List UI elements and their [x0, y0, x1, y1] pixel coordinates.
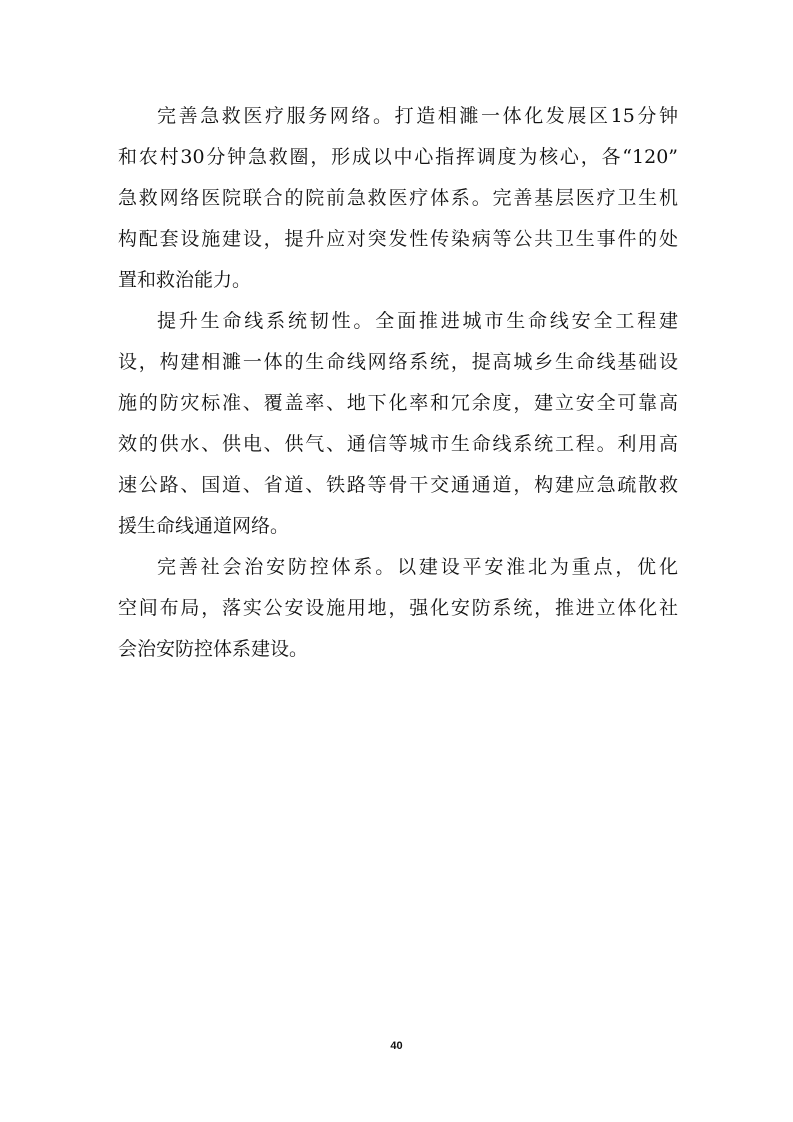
text-line: 效的供水、供电、供气、通信等城市生命线系统工程。利用高: [118, 433, 678, 455]
page-number: 40: [390, 1040, 403, 1052]
document-body: [118, 96, 678, 670]
line-text: 打造相濉一体化发展区15分钟: [394, 105, 678, 127]
text-line: 和农村30分钟急救圈，形成以中心指挥调度为核心，各“120”: [118, 146, 678, 168]
text-line: [118, 301, 678, 342]
text-line: [118, 96, 678, 137]
text-line: 施的防灾标准、覆盖率、地下化率和冗余度，建立安全可靠高: [118, 392, 678, 414]
text-line: [118, 547, 678, 588]
paragraph-lifeline-resilience: [118, 301, 678, 547]
text-line: 援生命线通道网络。: [118, 515, 290, 537]
text-line: 急救网络医院联合的院前急救医疗体系。完善基层医疗卫生机: [118, 187, 678, 209]
line-text: 以建设平安淮北为重点，优化: [397, 556, 678, 578]
text-line: 设，构建相濉一体的生命线网络系统，提高城乡生命线基础设: [118, 351, 678, 373]
line-text: 全面推进城市生命线安全工程建: [375, 310, 678, 332]
text-line: 速公路、国道、省道、铁路等骨干交通通道，构建应急疏散救: [118, 474, 678, 496]
paragraph-public-security: [118, 547, 678, 670]
text-line: 构配套设施建设，提升应对突发性传染病等公共卫生事件的处: [118, 228, 678, 250]
paragraph-heading: 提升生命线系统韧性。: [157, 310, 376, 332]
paragraph-heading: 完善社会治安防控体系。: [157, 556, 398, 578]
paragraph-emergency-medical: [118, 96, 678, 301]
text-line: 空间布局，落实公安设施用地，强化安防系统，推进立体化社: [118, 597, 678, 619]
text-line: 会治安防控体系建设。: [118, 638, 309, 660]
paragraph-heading: 完善急救医疗服务网络。: [157, 105, 395, 127]
text-line: 置和救治能力。: [118, 269, 252, 291]
